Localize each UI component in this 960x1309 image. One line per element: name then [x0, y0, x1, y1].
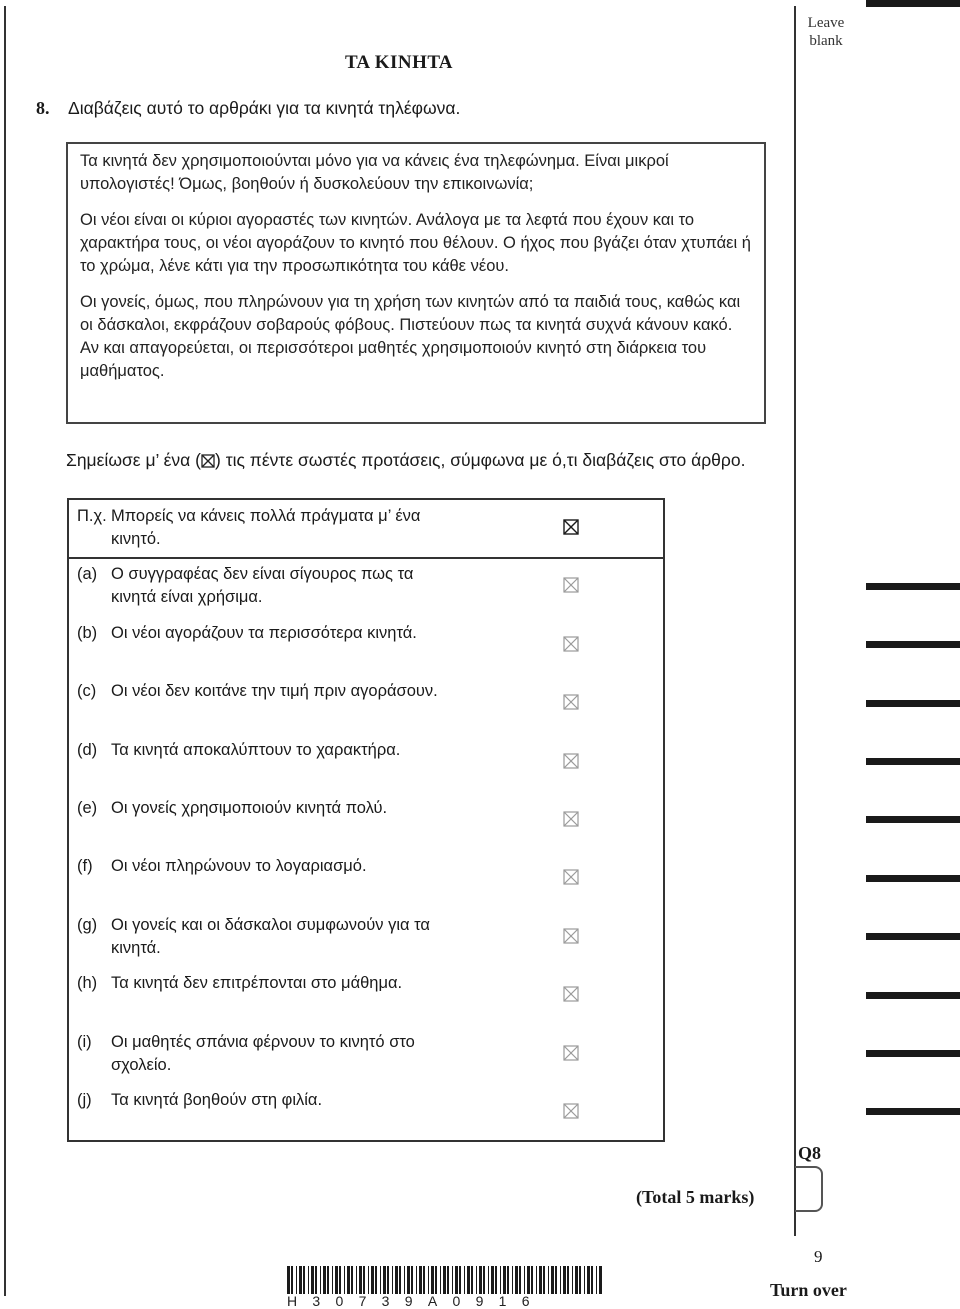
statement-text: Ο συγγραφέας δεν είναι σίγουρος πως τα κινητά είναι χρήσιμα.	[111, 565, 414, 607]
statement-label: (a)	[77, 565, 98, 584]
barcode-icon	[287, 1266, 603, 1296]
statement-text: Τα κινητά βοηθούν στη φιλία.	[111, 1091, 323, 1109]
question-intro: Διαβάζεις αυτό το αρθράκι για τα κινητά τηλέφωνα.	[68, 98, 461, 118]
margin-bar	[866, 875, 960, 882]
leave-blank-label: Leave blank	[807, 15, 845, 49]
checkbox[interactable]	[563, 694, 579, 710]
checkbox[interactable]	[563, 986, 579, 1002]
instruction	[66, 450, 745, 471]
question-number: 8.	[36, 98, 50, 118]
statement-label: (c)	[77, 682, 97, 701]
margin-bar	[866, 933, 960, 940]
total-marks: (Total 5 marks)	[636, 1187, 755, 1207]
article-box	[66, 142, 766, 424]
margin-bar	[866, 758, 960, 765]
margin-bar	[866, 0, 960, 7]
margin-bar	[866, 1108, 960, 1115]
example-divider	[69, 557, 663, 559]
statement-label: (d)	[77, 740, 98, 759]
margin-divider	[794, 6, 796, 1236]
turn-over-label: Turn over	[770, 1280, 847, 1300]
statement-label: Π.χ.	[77, 507, 107, 525]
margin-bar	[866, 816, 960, 823]
margin-bar	[866, 1050, 960, 1057]
margin-bar	[866, 583, 960, 590]
margin-bar	[866, 700, 960, 707]
statement-label: (g)	[77, 915, 98, 934]
article-paragraph-2: Οι νέοι είναι οι κύριοι αγοραστές των κινητών. Ανάλογα με τα λεφτά που έχουν και το χαρακτήρα τους, οι νέοι αγοράζουν το κινητό που θέλουν. Ο ήχος που βγάζει όταν χτυπάει ή το χρώμα, λένε κάτι για την προσωπικότητα του κάθε νέου.	[80, 211, 751, 275]
margin-bar	[866, 992, 960, 999]
checkbox[interactable]	[563, 1103, 579, 1119]
crossed-box-icon	[201, 454, 215, 468]
checkbox[interactable]	[563, 811, 579, 827]
statement-text: Μπορείς να κάνεις πολλά πράγματα μ’ ένα κινητό.	[111, 507, 421, 548]
barcode-text: H30739A0916	[287, 1293, 545, 1309]
checkbox[interactable]	[563, 577, 579, 593]
article-paragraph-1: Τα κινητά δεν χρησιμοποιούνται μόνο για να κάνεις ένα τηλεφώνημα. Είναι μικροί υπολογιστές! Όμως, βοηθούν ή δυσκολεύουν την επικοινωνία;	[80, 152, 669, 193]
statement-text: Τα κινητά αποκαλύπτουν το χαρακτήρα.	[111, 740, 401, 759]
instruction-after: ) τις πέντε σωστές προτάσεις, σύμφωνα με ό,τι διαβάζεις στο άρθρο.	[215, 450, 746, 470]
statement-label: (j)	[77, 1091, 92, 1109]
statement-label: (f)	[77, 857, 93, 876]
statement-text: Οι νέοι δεν κοιτάνε την τιμή πριν αγοράσουν.	[111, 682, 438, 701]
marks-box[interactable]	[795, 1166, 823, 1212]
checkbox[interactable]	[563, 869, 579, 885]
checkbox[interactable]	[563, 1045, 579, 1061]
statement-text: Οι μαθητές σπάνια φέρνουν το κινητό στο σχολείο.	[111, 1032, 415, 1074]
checkbox[interactable]	[563, 753, 579, 769]
statement-text: Οι νέοι αγοράζουν τα περισσότερα κινητά.	[111, 623, 417, 642]
statement-text: Οι γονείς και οι δάσκαλοι συμφωνούν για τα κινητά.	[111, 915, 430, 957]
instruction-before: Σημείωσε μ’ ένα (	[66, 450, 201, 470]
statements-table	[67, 498, 665, 1142]
statement-label: (h)	[77, 974, 98, 993]
margin-bar	[866, 641, 960, 648]
page-number: 9	[814, 1247, 823, 1266]
statement-label: (e)	[77, 799, 98, 817]
section-title: ΤΑ ΚΙΝΗΤΑ	[345, 52, 453, 73]
article-paragraph-3: Οι γονείς, όμως, που πληρώνουν για τη χρήση των κινητών από τα παιδιά τους, καθώς και οι δάσκαλοι, εκφράζουν σοβαρούς φόβους. Πιστεύουν πως τα κινητά συχνά κάνουν κακό. Αν και απαγορεύεται, οι περισσότεροι μαθητές χρησιμοποιούν κινητό στη διάρκεια του μαθήματος.	[80, 293, 741, 380]
statement-label: (b)	[77, 623, 98, 642]
statement-text: Οι νέοι πληρώνουν το λογαριασμό.	[111, 857, 367, 876]
statement-text: Τα κινητά δεν επιτρέπονται στο μάθημα.	[111, 974, 403, 993]
statement-label: (i)	[77, 1032, 92, 1051]
statement-text: Οι γονείς χρησιμοποιούν κινητά πολύ.	[111, 799, 388, 817]
checkbox[interactable]	[563, 928, 579, 944]
question-tag: Q8	[798, 1143, 822, 1163]
checkbox[interactable]	[563, 636, 579, 652]
checked-box-icon[interactable]	[563, 519, 579, 535]
